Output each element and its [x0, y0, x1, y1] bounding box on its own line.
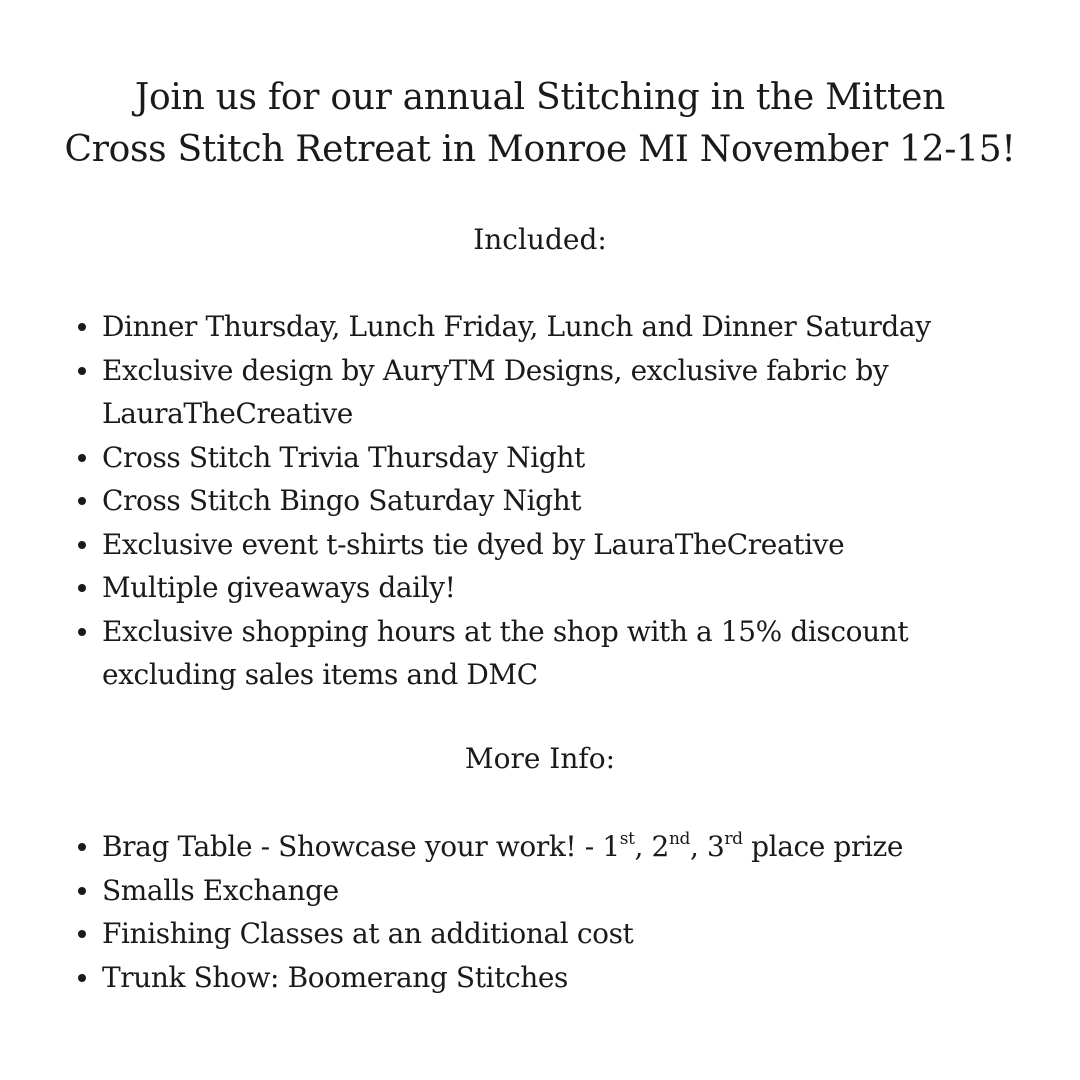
- bullet-icon: [78, 367, 86, 375]
- ordinal-suffix: rd: [724, 829, 743, 849]
- ordinal-suffix: nd: [668, 829, 690, 849]
- list-item: [102, 912, 1002, 956]
- list-item-brag-table: [102, 825, 1002, 869]
- event-heading: [60, 72, 1020, 176]
- list-item-text: Exclusive shopping hours at the shop with a 15% discount excluding sales items and DMC: [102, 614, 909, 691]
- bullet-icon: [78, 887, 86, 895]
- list-item-text: Cross Stitch Trivia Thursday Night: [102, 440, 585, 474]
- bullet-icon: [78, 843, 86, 851]
- list-item: [102, 566, 1002, 610]
- list-item: [102, 436, 1002, 480]
- brag-second: , 2: [634, 830, 669, 863]
- ordinal-suffix: st: [619, 829, 635, 849]
- list-item-text: Multiple giveaways daily!: [102, 571, 456, 604]
- brag-third: , 3: [689, 830, 725, 863]
- list-item: [102, 523, 1002, 567]
- list-item: [102, 869, 1002, 913]
- bullet-icon: [78, 323, 86, 331]
- brag-prefix: Brag Table - Showcase your work! - 1: [102, 830, 620, 863]
- list-item-text: Exclusive event t-shirts tie dyed by LauraTheCreative: [102, 527, 845, 561]
- list-item: [102, 305, 1002, 349]
- list-item: [102, 610, 1002, 697]
- list-item-text: Smalls Exchange: [102, 873, 339, 907]
- included-list: [102, 305, 1002, 697]
- more-info-label: More Info:: [464, 742, 616, 775]
- bullet-icon: [78, 584, 86, 592]
- more-info-list: [102, 825, 1002, 999]
- bullet-icon: [78, 454, 86, 462]
- list-item: [102, 956, 1002, 1000]
- bullet-icon: [78, 930, 86, 938]
- heading-line-2: Cross Stitch Retreat in Monroe MI November 12-15!: [64, 129, 1016, 170]
- list-item-text: Finishing Classes at an additional cost: [102, 917, 634, 950]
- included-label: Included:: [473, 223, 607, 256]
- bullet-icon: [78, 628, 86, 636]
- list-item-text: Trunk Show: Boomerang Stitches: [102, 960, 569, 994]
- bullet-icon: [78, 974, 86, 982]
- bullet-icon: [78, 541, 86, 549]
- list-item-text: Cross Stitch Bingo Saturday Night: [102, 484, 582, 517]
- list-item: [102, 349, 1002, 436]
- brag-text: [102, 830, 903, 863]
- list-item: [102, 479, 1002, 523]
- bullet-icon: [78, 497, 86, 505]
- heading-line-1: Join us for our annual Stitching in the Mitten: [134, 77, 946, 118]
- list-item-text: Dinner Thursday, Lunch Friday, Lunch and Dinner Saturday: [102, 310, 931, 343]
- list-item-text: Exclusive design by AuryTM Designs, exclusive fabric by LauraTheCreative: [102, 353, 889, 430]
- brag-suffix: place prize: [742, 830, 904, 863]
